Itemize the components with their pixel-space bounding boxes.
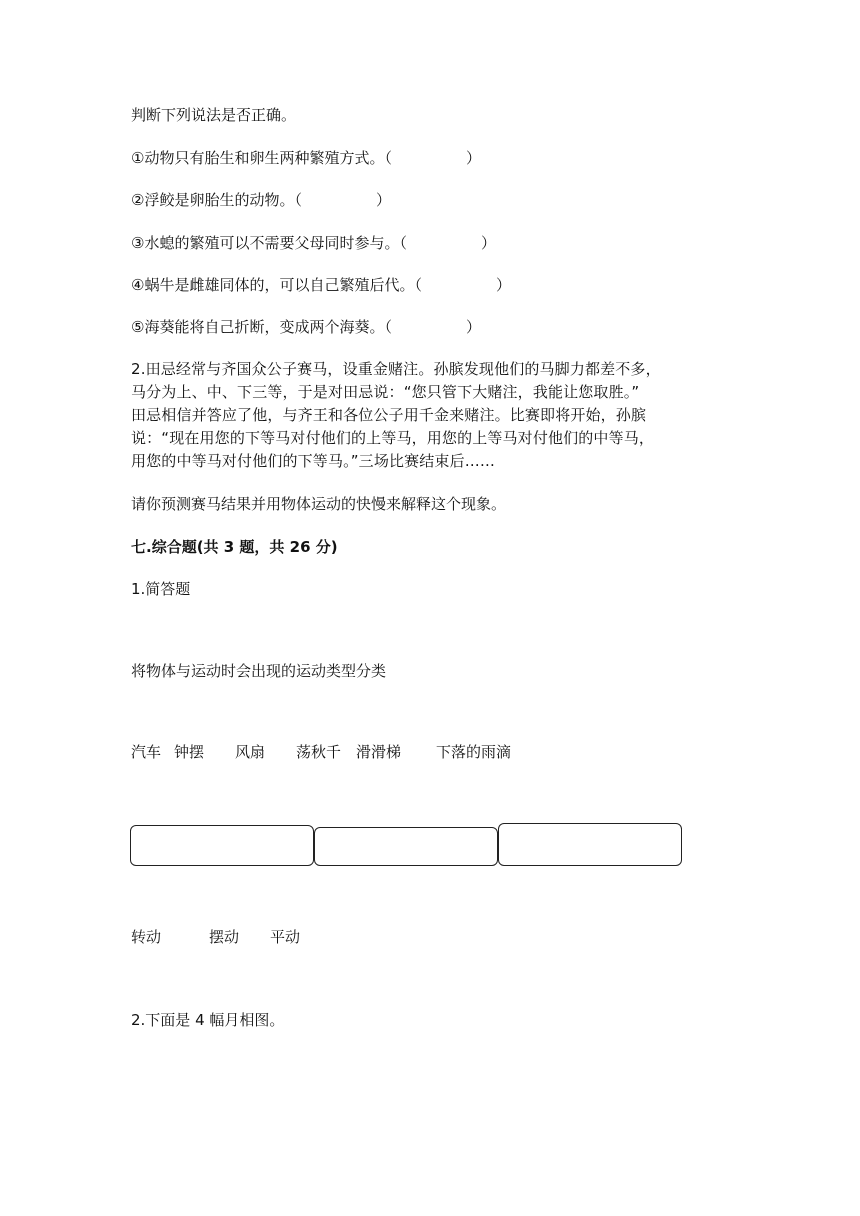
- passage-line: 田忌相信并答应了他，与齐王和各位公子用千金来赌注。比赛即将开始，孙膑: [131, 406, 647, 424]
- passage-line: 用您的中等马对付他们的下等马。”三场比赛结束后……: [131, 452, 496, 470]
- object-item: 汽车: [131, 743, 162, 761]
- statement-1: [131, 151, 481, 166]
- answer-blank-close: ）: [480, 234, 496, 252]
- section-heading: 七.综合题(共 3 题，共 26 分): [131, 538, 338, 556]
- answer-blank-open: （: [384, 149, 392, 167]
- motion-type-label: 平动: [270, 928, 301, 946]
- statement-2: [131, 193, 391, 208]
- answer-blank-open: （: [414, 276, 422, 294]
- motion-type-label: 摆动: [209, 928, 240, 946]
- horse-race-prompt: 请你预测赛马结果并用物体运动的快慢来解释这个现象。: [131, 495, 507, 513]
- object-item: 滑滑梯: [356, 743, 402, 761]
- answer-blank-close: ）: [495, 276, 511, 294]
- answer-box-rotation[interactable]: [130, 825, 314, 866]
- classification-instruction: 将物体与运动时会出现的运动类型分类: [131, 662, 387, 680]
- answer-box-translation[interactable]: [498, 823, 682, 866]
- answer-blank-close: ）: [375, 191, 391, 209]
- object-item: 下落的雨滴: [436, 743, 512, 761]
- answer-blank-open: （: [294, 191, 302, 209]
- object-item: 荡秋千: [296, 743, 342, 761]
- motion-type-label: 转动: [131, 928, 162, 946]
- answer-blank-open: （: [399, 234, 407, 252]
- answer-blank-close: ）: [465, 318, 481, 336]
- question-label: 2.下面是 4 幅月相图。: [131, 1011, 285, 1029]
- statement-text: ⑤海葵能将自己折断，变成两个海葵。: [131, 318, 385, 336]
- object-item: 钟摆: [174, 743, 205, 761]
- answer-blank-open: （: [384, 318, 392, 336]
- passage-line: 2.田忌经常与齐国众公子赛马，设重金赌注。孙膑发现他们的马脚力都差不多，: [131, 360, 661, 378]
- passage-line: 说：“现在用您的下等马对付他们的上等马，用您的上等马对付他们的中等马，: [131, 429, 655, 447]
- statement-3: [131, 236, 496, 251]
- statement-text: ①动物只有胎生和卵生两种繁殖方式。: [131, 149, 385, 167]
- statement-text: ③水螅的繁殖可以不需要父母同时参与。: [131, 234, 400, 252]
- statement-text: ④蜗牛是雌雄同体的，可以自己繁殖后代。: [131, 276, 415, 294]
- statement-text: ②浮鲛是卵胎生的动物。: [131, 191, 295, 209]
- question-label: 1.简答题: [131, 580, 191, 598]
- answer-box-swing[interactable]: [314, 827, 498, 866]
- answer-blank-close: ）: [465, 149, 481, 167]
- statement-5: [131, 320, 481, 335]
- horse-race-passage: [131, 358, 731, 473]
- statement-4: [131, 278, 511, 293]
- question-intro: 判断下列说法是否正确。: [131, 106, 297, 124]
- passage-line: 马分为上、中、下三等，于是对田忌说：“您只管下大赌注，我能让您取胜。”: [131, 383, 640, 401]
- object-item: 风扇: [235, 743, 266, 761]
